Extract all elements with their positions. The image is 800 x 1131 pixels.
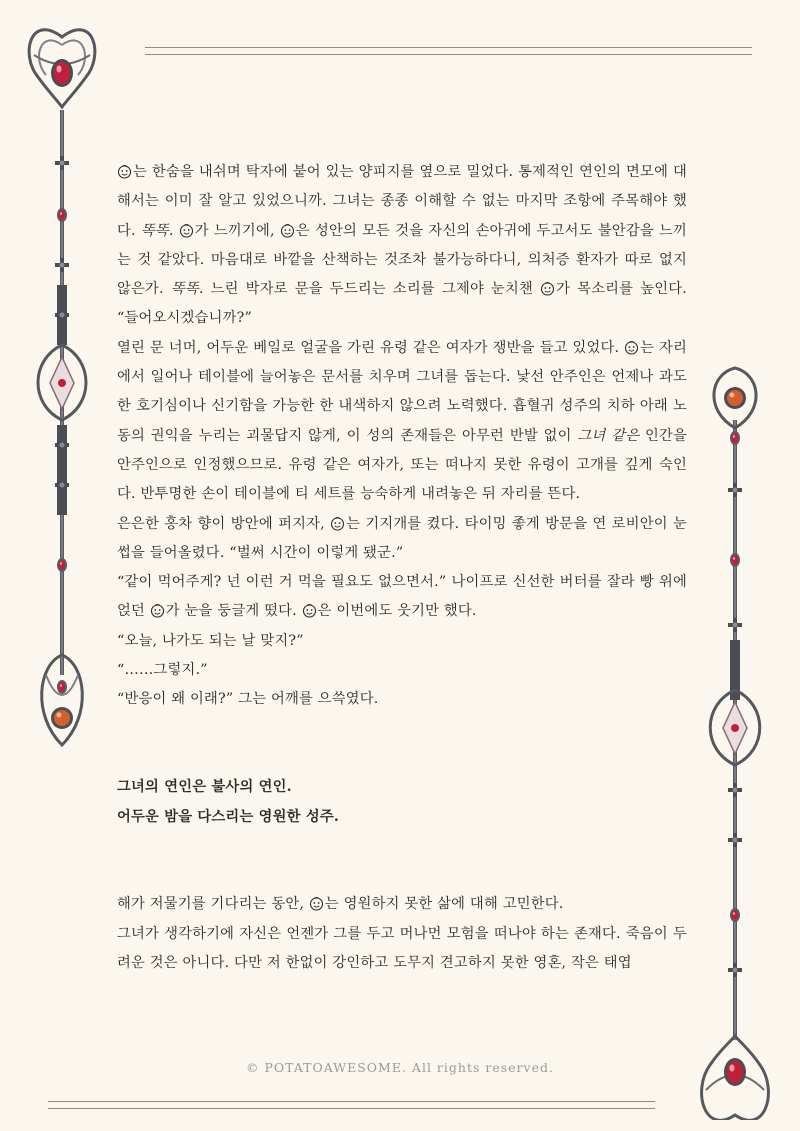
dialogue-line: “오늘, 나가도 되는 날 맞지?” (117, 632, 304, 649)
paragraph-3: 은은한 홍차 향이 방안에 퍼지자, 는 기지개를 켰다. 타이밍 좋게 방문을 연 로비안이 눈썹을 들어올렸다. “벌써 시간이 이렇게 됐군.” (117, 515, 687, 561)
pumpkin-face-icon (280, 223, 295, 238)
emphasis-text: 그녀 같은 (577, 427, 640, 444)
pumpkin-face-icon (540, 281, 555, 296)
bold-line-1: 그녀의 연인은 불사의 연인. (117, 779, 292, 796)
paragraph-4: “같이 먹어주게? 넌 이런 거 먹을 필요도 없으면서.” 나이프로 신선한 버터를 잘라 빵 위에 얹던 가 눈을 둥글게 떴다. 은 이번에도 웃기만 했다. (117, 574, 687, 620)
bottom-rule (48, 1101, 655, 1109)
dialogue-line: “……그렇지.” (117, 662, 208, 679)
pumpkin-face-icon (150, 603, 165, 618)
paragraph-9: 그녀가 생각하기에 자신은 언젠가 그를 두고 머나먼 모험을 떠나야 하는 존재다. 죽음이 두려운 것은 아니다. 다만 저 한없이 강인하고 도무지 견고하지 못한 영혼, 작은 태엽 (117, 925, 687, 972)
top-rule (145, 47, 752, 55)
knock-sound: 똑똑. (140, 222, 174, 239)
right-ornament-icon (690, 360, 780, 1120)
paragraph-1: 는 한숨을 내쉬며 탁자에 붙어 있는 양피지를 옆으로 밀었다. 통제적인 연인의 면모에 대해서는 이미 잘 알고 있었으니까. 그녀는 종종 이해할 수 없는 마지막 조항에 주목해야 했다. 똑똑. 가 느끼기에, 은 성안의 모든 것을 자신의 손아귀에 두고서도 불안감을 느끼는 것 같았다. 마음대로 바깥을 산책하는 것조차 불가능하다니, 의처증 환자가 따로 없지 않은가. 똑똑. 느린 박자로 문을 두드리는 소리를 그제야 눈치챈 가 목소리를 높인다. “들어오시겠습니까?” (117, 164, 687, 327)
paragraph-8: 해가 저물기를 기다리는 동안, 는 영원하지 못한 삶에 대해 고민한다. (117, 896, 564, 913)
pumpkin-face-icon (179, 223, 194, 238)
story-text (117, 158, 687, 978)
dialogue-line: “반응이 왜 이래?” 그는 어깨를 으쓱였다. (117, 691, 379, 708)
pumpkin-face-icon (624, 340, 639, 355)
pumpkin-face-icon (117, 164, 132, 179)
paragraph-2: 열린 문 너머, 어두운 베일로 얼굴을 가린 유령 같은 여자가 쟁반을 들고 있었다. 는 자리에서 일어나 테이블에 늘어놓은 문서를 치우며 그녀를 돕는다. 낯선 안주인은 언제나 과도한 호기심이나 신기함을 가능한 한 내색하지 않으려 노력했다. 흡혈귀 성주의 치하 아래 노동의 권익을 누리는 괴물답지 않게, 이 성의 존재들은 아무런 반발 없이 그녀 같은 인간을 안주인으로 인정했으므로. 유령 같은 여자가, 또는 떠나지 못한 유령이 고개를 깊게 숙인다. 반투명한 손이 테이블에 티 세트를 능숙하게 내려놓은 뒤 자리를 뜬다. (117, 339, 688, 503)
left-ornament-icon (20, 15, 104, 775)
pumpkin-face-icon (309, 896, 324, 911)
knock-sound: 똑똑. (170, 281, 204, 298)
pumpkin-face-icon (330, 516, 345, 531)
pumpkin-face-icon (302, 603, 317, 618)
bold-line-2: 어두운 밤을 다스리는 영원한 성주. (117, 808, 340, 825)
copyright-notice: © POTATOAWESOME. All rights reserved. (246, 1060, 554, 1075)
